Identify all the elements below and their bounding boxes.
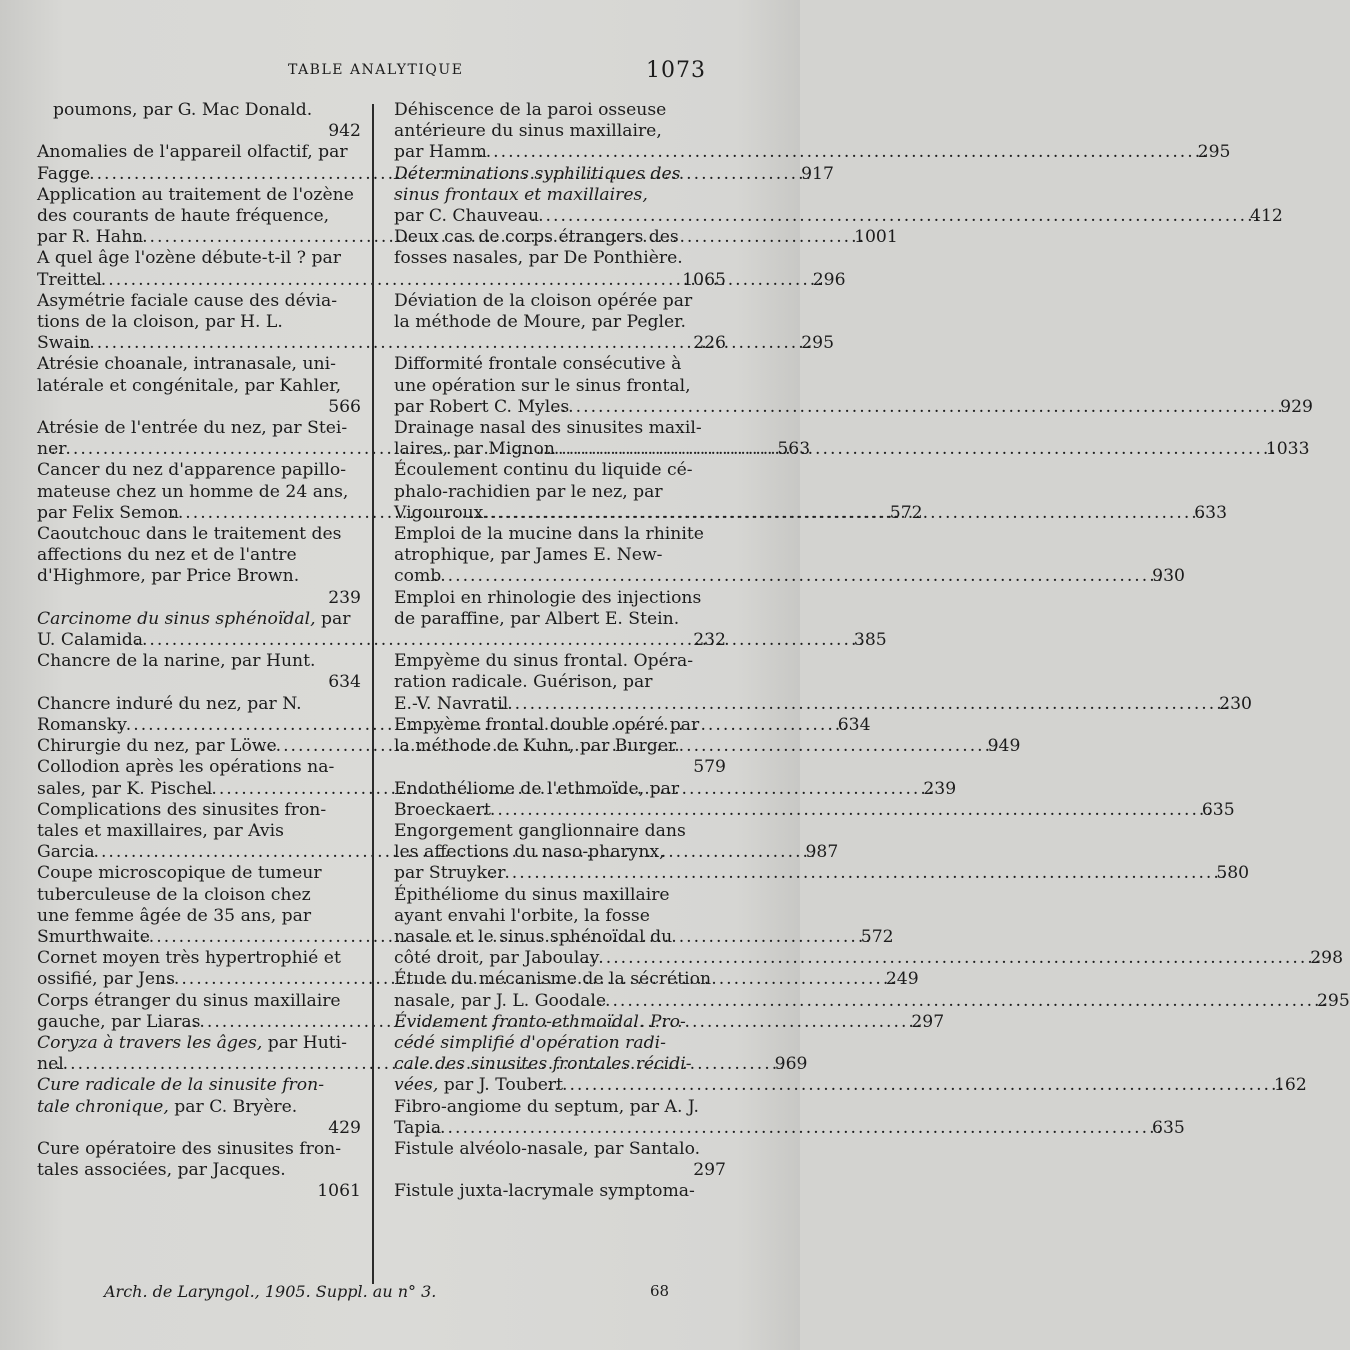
entry-suffix: par C. Bryère. — [168, 1096, 298, 1117]
index-entry — [37, 651, 361, 693]
page-reference: 429 — [328, 1117, 361, 1138]
entry-line: de paraffine, par Albert E. Stein. — [394, 608, 680, 629]
page-reference: 949 — [987, 736, 1021, 757]
entry-line: la méthode de Kuhn, par Burger. — [394, 736, 680, 757]
entry-line: Chancre de la narine, par Hunt. — [37, 651, 316, 672]
running-head — [0, 60, 800, 86]
entry-line: Anomalies de l'appareil olfactif, par — [37, 142, 348, 163]
index-entry — [37, 524, 361, 609]
page-reference: 239 — [328, 587, 361, 608]
index-entry — [394, 651, 1252, 715]
index-entry — [394, 1139, 726, 1181]
entry-text: par Felix Semon — [37, 502, 179, 523]
entry-line — [394, 1032, 726, 1054]
entry-line: atrophique, par James E. New- — [394, 545, 663, 566]
entry-line: Difformité frontale consécutive à — [394, 354, 682, 375]
entry-italic-text: Coryza à travers les âges, — [37, 1032, 263, 1053]
entry-line — [394, 1011, 726, 1033]
page-reference: 566 — [328, 396, 361, 417]
entry-text: E.-V. Navratil — [394, 693, 509, 714]
index-entry — [394, 1096, 1185, 1139]
entry-line: tuberculeuse de la cloison chez — [37, 884, 311, 905]
entry-line — [37, 1096, 361, 1118]
page-reference: 634 — [328, 672, 361, 693]
entry-text: par Hamm — [394, 142, 487, 163]
page-reference: 917 — [801, 163, 834, 184]
entry-line: Complications des sinusites fron- — [37, 799, 327, 820]
entry-last-text — [394, 206, 540, 227]
page-reference: 226 — [693, 333, 726, 354]
entry-italic-text: Carcinome du sinus sphénoïdal, — [37, 608, 316, 629]
entry-line: phalo-rachidien par le nez, par — [394, 481, 663, 502]
page-reference: 633 — [1194, 502, 1228, 523]
page-reference: 580 — [1216, 863, 1250, 884]
entry-line — [394, 184, 726, 206]
page-reference: 295 — [801, 333, 835, 354]
column-rule — [372, 104, 374, 1284]
entry-text: par J. Toubert — [438, 1075, 564, 1096]
dot-leader — [563, 1075, 1286, 1096]
entry-leader-line — [394, 948, 1344, 969]
entry-last-text — [37, 502, 179, 524]
dot-leader — [441, 566, 1164, 587]
index-entry — [37, 100, 361, 142]
entry-last-text — [394, 439, 555, 460]
page-reference: 572 — [860, 926, 894, 947]
entry-line: Écoulement continu du liquide cé- — [394, 460, 693, 481]
entry-line: nasale et le sinus sphénoïdal du — [394, 926, 673, 947]
entry-italic-text: Évidement fronto-ethmoïdal. Pro- — [394, 1011, 686, 1032]
entry-suffix: par Huti- — [262, 1032, 347, 1053]
dot-leader — [505, 863, 1228, 884]
entry-line: Caoutchouc dans le traitement des — [37, 524, 342, 545]
entry-line: d'Highmore, par Price Brown. — [37, 566, 300, 587]
page-reference: 969 — [774, 1054, 808, 1075]
entry-line: Fistule alvéolo-nasale, par Santalo. — [394, 1138, 701, 1159]
entry-line: Coupe microscopique de tumeur — [37, 863, 322, 884]
entry-text: Fagge — [37, 163, 91, 184]
entry-last-text — [394, 948, 600, 969]
page-reference: 1061 — [317, 1181, 361, 1202]
entry-line: poumons, par G. Mac Donald. — [53, 100, 313, 120]
entry-text: Chirurgie du nez, par Löwe — [37, 736, 277, 757]
entry-italic-text: cédé simplifié d'opération radi- — [394, 1032, 666, 1053]
footer-source: Arch. de Laryngol., 1905. Suppl. au n° 3. — [104, 1282, 437, 1301]
entry-line: Corps étranger du sinus maxillaire — [37, 990, 341, 1011]
page-reference: 162 — [1273, 1075, 1307, 1096]
entry-line: Cure opératoire des sinusites fron- — [37, 1138, 342, 1159]
entry-last-text — [37, 1011, 201, 1033]
page-reference: 249 — [885, 969, 919, 990]
entry-text: gauche, par Liaras — [37, 1011, 201, 1032]
entry-line: Cancer du nez d'apparence papillo- — [37, 460, 347, 481]
index-entry — [394, 1181, 726, 1202]
dot-leader — [441, 1118, 1164, 1139]
entry-text: Broeckaert — [394, 799, 491, 820]
page-reference: 929 — [1280, 396, 1313, 417]
page-reference: 930 — [1152, 566, 1185, 587]
entry-line: Chancre induré du nez, par N. — [37, 693, 302, 714]
entry-line: fosses nasales, par De Ponthière. — [394, 248, 683, 269]
entry-line — [37, 608, 361, 630]
entry-last-text — [394, 990, 607, 1012]
entry-text: Swain — [37, 333, 91, 354]
entry-line: une femme âgée de 35 ans, par — [37, 905, 312, 926]
entry-line — [37, 1032, 361, 1054]
dot-leader — [539, 206, 1262, 227]
entry-text: sales, par K. Pischel — [37, 778, 213, 799]
entry-text: Garcia — [37, 842, 95, 863]
entry-leader-line — [394, 142, 1231, 163]
entry-line: Déviation de la cloison opérée par — [394, 290, 693, 311]
page-reference: 635 — [1201, 799, 1235, 820]
entry-last-text — [394, 396, 570, 418]
entry-last-text — [37, 736, 277, 757]
entry-line: tales associées, par Jacques. — [37, 1160, 286, 1181]
entry-line: les affections du naso-pharynx, — [394, 842, 665, 863]
entry-text: laires, par Mignon — [394, 439, 555, 460]
page-reference: 296 — [812, 269, 846, 290]
page-reference: 942 — [328, 121, 361, 142]
page-reference: 572 — [889, 502, 923, 523]
entry-line — [394, 163, 726, 185]
page-reference: 230 — [1219, 693, 1252, 714]
entry-line: une opération sur le sinus frontal, — [394, 375, 691, 396]
entry-line: Cornet moyen très hypertrophié et — [37, 948, 341, 969]
page-reference: 232 — [693, 630, 726, 651]
entry-line — [394, 1054, 726, 1075]
entry-leader-line — [394, 1117, 1185, 1139]
page-reference: 297 — [693, 1160, 726, 1181]
entry-line: ration radicale. Guérison, par — [394, 672, 653, 693]
entry-italic-text: vées, — [394, 1075, 439, 1096]
entry-line: la méthode de Moure, par Pegler. — [394, 312, 686, 333]
page-reference: 239 — [923, 778, 957, 799]
entry-text: Smurthwaite — [37, 926, 150, 947]
entry-line: Empyème du sinus frontal. Opéra- — [394, 651, 694, 672]
index-entry — [37, 1075, 361, 1139]
entry-text: nasale, par J. L. Goodale — [394, 990, 607, 1011]
entry-text: Vigouroux — [394, 502, 484, 523]
entry-line: Asymétrie faciale cause des dévia- — [37, 290, 338, 311]
entry-line: Atrésie choanale, intranasale, uni- — [37, 354, 336, 375]
entry-leader-line — [394, 863, 1250, 884]
page-reference: 563 — [777, 439, 811, 460]
page-reference: 295 — [1197, 142, 1231, 163]
entry-line: ayant envahi l'orbite, la fosse — [394, 905, 650, 926]
entry-text: ner — [37, 439, 67, 460]
entry-line: Collodion après les opérations na- — [37, 757, 335, 778]
entry-line: Atrésie de l'entrée du nez, par Stei- — [37, 418, 348, 439]
entry-text: par Robert C. Myles — [394, 396, 570, 417]
entry-line: Engorgement ganglionnaire dans — [394, 820, 686, 841]
index-entry — [394, 524, 1185, 588]
index-entry — [394, 715, 726, 779]
entry-line: Étude du mécanisme de la sécrétion — [394, 969, 712, 990]
page-number: 1073 — [646, 58, 706, 83]
page-reference: 1001 — [854, 227, 898, 248]
entry-line: Endothéliome de l'ethmoïde, par — [394, 778, 680, 799]
entry-line: Fistule juxta-lacrymale symptoma- — [394, 1181, 695, 1202]
entry-line: Emploi de la mucine dans la rhinite — [394, 524, 704, 545]
entry-text: côté droit, par Jaboulay — [394, 948, 600, 969]
entry-line: Déhiscence de la paroi osseuse — [394, 100, 667, 120]
entry-line: Fibro-angiome du septum, par A. J. — [394, 1096, 699, 1117]
index-entry — [394, 227, 726, 291]
entry-line: Épithéliome du sinus maxillaire — [394, 884, 670, 905]
entry-text: comb — [394, 566, 442, 587]
entry-line: A quel âge l'ozène débute-t-il ? par — [37, 248, 341, 269]
entry-leader-line — [394, 396, 1313, 418]
running-title: TABLE ANALYTIQUE — [288, 62, 464, 78]
entry-line: tales et maxillaires, par Avis — [37, 820, 284, 841]
dot-leader — [555, 439, 1278, 460]
page-reference: 635 — [1152, 1117, 1185, 1138]
index-entry — [394, 100, 1231, 164]
index-entry — [394, 291, 726, 355]
entry-line — [37, 1075, 361, 1096]
entry-text: ossifié, par Jens — [37, 969, 175, 990]
entry-leader-line — [394, 1075, 1307, 1096]
entry-line: Application au traitement de l'ozène — [37, 184, 354, 205]
entry-leader-line — [394, 990, 1350, 1012]
page-reference: 579 — [693, 757, 726, 778]
entry-line: Emploi en rhinologie des injections — [394, 587, 702, 608]
index-entry — [37, 354, 361, 418]
index-entry — [394, 354, 1313, 418]
entry-line: Empyème frontal double opéré par — [394, 714, 700, 735]
dot-leader — [569, 397, 1292, 418]
index-entry — [394, 588, 726, 652]
entry-line: mateuse chez un homme de 24 ans, — [37, 481, 349, 502]
page-reference: 412 — [1250, 206, 1283, 227]
entry-last-text — [37, 969, 175, 990]
entry-line: latérale et congénitale, par Kahler, — [37, 375, 342, 396]
dot-leader — [508, 694, 1231, 715]
entry-line: antérieure du sinus maxillaire, — [394, 121, 662, 142]
entry-text: Treittel — [37, 269, 102, 290]
dot-leader — [599, 948, 1322, 969]
page-reference: 298 — [1310, 948, 1344, 969]
entry-leader-line — [394, 799, 1235, 821]
entry-last-text — [394, 1075, 564, 1096]
entry-last-text — [37, 778, 213, 800]
page-reference: 1065 — [682, 269, 726, 290]
page-reference: 297 — [911, 1011, 945, 1032]
page-reference: 295 — [1316, 990, 1350, 1011]
entry-text: Romansky — [37, 714, 127, 735]
entry-italic-text: tale chronique, — [37, 1096, 169, 1117]
page-reference: 634 — [837, 714, 871, 735]
entry-leader-line — [394, 206, 1283, 227]
entry-leader-line — [394, 566, 1185, 587]
entry-text: Tapia — [394, 1117, 442, 1138]
dot-leader — [491, 800, 1214, 821]
entry-line: des courants de haute fréquence, — [37, 206, 330, 227]
entry-text: par C. Chauveau — [394, 206, 540, 227]
entry-italic-text: sinus frontaux et maxillaires, — [394, 184, 648, 205]
entry-line: Drainage nasal des sinusites maxil- — [394, 418, 702, 439]
entry-line: Deux cas de corps étrangers des — [394, 227, 679, 248]
page-reference: 385 — [853, 630, 887, 651]
entry-italic-text: Cure radicale de la sinusite fron- — [37, 1075, 325, 1096]
dot-leader — [606, 991, 1329, 1012]
entry-line: affections du nez et de l'antre — [37, 545, 297, 566]
signature-mark: 68 — [650, 1282, 670, 1300]
entry-leader-line — [394, 693, 1252, 715]
entry-text: U. Calamida — [37, 630, 144, 651]
dot-leader — [483, 503, 1206, 524]
entry-text: par Struyker — [394, 863, 506, 884]
entry-text: par R. Hahn — [37, 227, 144, 248]
entry-italic-text: Déterminations syphilitiques des — [394, 163, 681, 184]
page-reference: 1033 — [1265, 439, 1310, 460]
entry-text: nel — [37, 1054, 64, 1075]
entry-line: tions de la cloison, par H. L. — [37, 312, 283, 333]
dot-leader — [487, 142, 1210, 163]
entry-italic-text: cale des sinusites frontales récidi- — [394, 1054, 692, 1075]
page-reference: 987 — [805, 842, 839, 863]
index-entry — [37, 1139, 361, 1203]
entry-suffix: par — [315, 608, 351, 629]
